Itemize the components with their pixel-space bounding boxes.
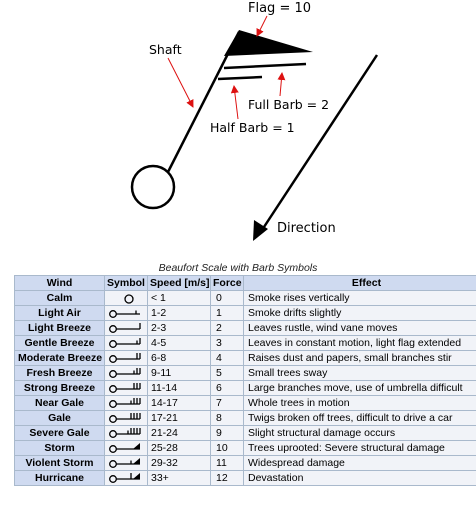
table-row xyxy=(15,336,476,350)
effect-cell: Devastation xyxy=(244,471,476,485)
flag-force-10-icon xyxy=(108,442,144,454)
force-cell: 12 xyxy=(211,471,243,485)
full-barb-pointer xyxy=(280,73,282,96)
full-barb-label: Full Barb = 2 xyxy=(248,97,330,112)
shaft-label: Shaft xyxy=(149,42,182,57)
wind-cell: Light Air xyxy=(15,306,104,320)
effect-cell: Leaves in constant motion, light flag extended xyxy=(244,336,476,350)
wind-cell: Calm xyxy=(15,291,104,305)
direction-label: Direction xyxy=(277,221,336,236)
symbol-cell xyxy=(105,426,147,440)
wind-cell: Moderate Breeze xyxy=(15,351,104,365)
wind-cell: Severe Gale xyxy=(15,426,104,440)
barb-force-6-icon xyxy=(108,382,144,394)
speed-cell: 9-11 xyxy=(148,366,210,380)
wind-cell: Strong Breeze xyxy=(15,381,104,395)
speed-cell: < 1 xyxy=(148,291,210,305)
speed-cell: 29-32 xyxy=(148,456,210,470)
force-cell: 5 xyxy=(211,366,243,380)
speed-cell: 17-21 xyxy=(148,411,210,425)
header-wind: Wind xyxy=(15,276,104,290)
speed-cell: 14-17 xyxy=(148,396,210,410)
flag-force-12-icon xyxy=(108,472,144,484)
table-row xyxy=(15,441,476,455)
shaft-pointer xyxy=(168,58,193,107)
table-body xyxy=(15,291,476,485)
symbol-cell xyxy=(105,411,147,425)
barb-force-9-icon xyxy=(108,427,144,439)
table-row xyxy=(15,306,476,320)
flag-pointer xyxy=(257,16,267,36)
table-row xyxy=(15,291,476,305)
barb-force-2-icon xyxy=(108,322,144,334)
table-row xyxy=(15,321,476,335)
symbol-cell xyxy=(105,366,147,380)
wind-cell: Violent Storm xyxy=(15,456,104,470)
force-cell: 1 xyxy=(211,306,243,320)
force-cell: 2 xyxy=(211,321,243,335)
effect-cell: Raises dust and papers, small branches stir xyxy=(244,351,476,365)
header-symbol: Symbol xyxy=(105,276,147,290)
effect-cell: Leaves rustle, wind vane moves xyxy=(244,321,476,335)
station-circle xyxy=(132,166,174,208)
symbol-cell xyxy=(105,441,147,455)
header-speed: Speed [m/s] xyxy=(150,277,210,289)
half-barb-line xyxy=(218,77,262,79)
table-row xyxy=(15,471,476,485)
half-barb-pointer xyxy=(234,86,238,119)
symbol-cell xyxy=(105,321,147,335)
force-cell: 6 xyxy=(211,381,243,395)
speed-cell: 11-14 xyxy=(148,381,210,395)
effect-cell: Twigs broken off trees, difficult to drive a car xyxy=(244,411,476,425)
header-effect: Effect xyxy=(244,276,476,290)
speed-cell: 21-24 xyxy=(148,426,210,440)
speed-cell: 25-28 xyxy=(148,441,210,455)
table-row xyxy=(15,366,476,380)
force-cell: 0 xyxy=(211,291,243,305)
speed-cell: 33+ xyxy=(148,471,210,485)
speed-cell: 1-2 xyxy=(148,306,210,320)
table-row xyxy=(15,381,476,395)
table-row xyxy=(15,426,476,440)
force-cell: 9 xyxy=(211,426,243,440)
effect-cell: Slight structural damage occurs xyxy=(244,426,476,440)
speed-cell: 2-3 xyxy=(148,321,210,335)
effect-cell: Widespread damage xyxy=(244,456,476,470)
flag-force-11-icon xyxy=(108,457,144,469)
symbol-cell xyxy=(105,456,147,470)
force-cell: 10 xyxy=(211,441,243,455)
symbol-cell xyxy=(105,291,147,305)
symbol-cell xyxy=(105,306,147,320)
half-barb-label: Half Barb = 1 xyxy=(210,120,295,135)
barb-force-3-icon xyxy=(108,337,144,349)
flag-label: Flag = 10 xyxy=(248,1,312,16)
wind-cell: Gale xyxy=(15,411,104,425)
effect-cell: Small trees sway xyxy=(244,366,476,380)
effect-cell: Smoke rises vertically xyxy=(244,291,476,305)
effect-cell: Trees uprooted: Severe structural damage xyxy=(244,441,476,455)
effect-cell: Large branches move, use of umbrella difficult xyxy=(244,381,476,395)
symbol-cell xyxy=(105,336,147,350)
force-cell: 7 xyxy=(211,396,243,410)
force-cell: 11 xyxy=(211,456,243,470)
effect-cell: Whole trees in motion xyxy=(244,396,476,410)
table-caption: Beaufort Scale with Barb Symbols xyxy=(158,262,318,274)
barb-force-8-icon xyxy=(108,412,144,424)
symbol-cell xyxy=(105,471,147,485)
speed-cell: 6-8 xyxy=(148,351,210,365)
force-cell: 8 xyxy=(211,411,243,425)
calm-circle-icon xyxy=(108,292,144,304)
symbol-cell xyxy=(105,351,147,365)
wind-cell: Storm xyxy=(15,441,104,455)
wind-cell: Gentle Breeze xyxy=(15,336,104,350)
speed-cell: 4-5 xyxy=(148,336,210,350)
wind-cell: Light Breeze xyxy=(15,321,104,335)
effect-cell: Smoke drifts slightly xyxy=(244,306,476,320)
table-header-row xyxy=(15,276,476,290)
wind-cell: Near Gale xyxy=(15,396,104,410)
barb-force-5-icon xyxy=(108,367,144,379)
table-row xyxy=(15,456,476,470)
table-row xyxy=(15,411,476,425)
direction-arrow xyxy=(262,55,377,230)
header-force: Force xyxy=(213,277,242,289)
barb-force-1-icon xyxy=(108,307,144,319)
table-row xyxy=(15,351,476,365)
barb-force-4-icon xyxy=(108,352,144,364)
flag-triangle xyxy=(224,30,313,56)
barb-force-7-icon xyxy=(108,397,144,409)
wind-cell: Fresh Breeze xyxy=(15,366,104,380)
symbol-cell xyxy=(105,381,147,395)
full-barb-line xyxy=(224,64,306,68)
symbol-cell xyxy=(105,396,147,410)
beaufort-scale-table xyxy=(14,275,476,486)
force-cell: 4 xyxy=(211,351,243,365)
table-row xyxy=(15,396,476,410)
wind-cell: Hurricane xyxy=(15,471,104,485)
force-cell: 3 xyxy=(211,336,243,350)
